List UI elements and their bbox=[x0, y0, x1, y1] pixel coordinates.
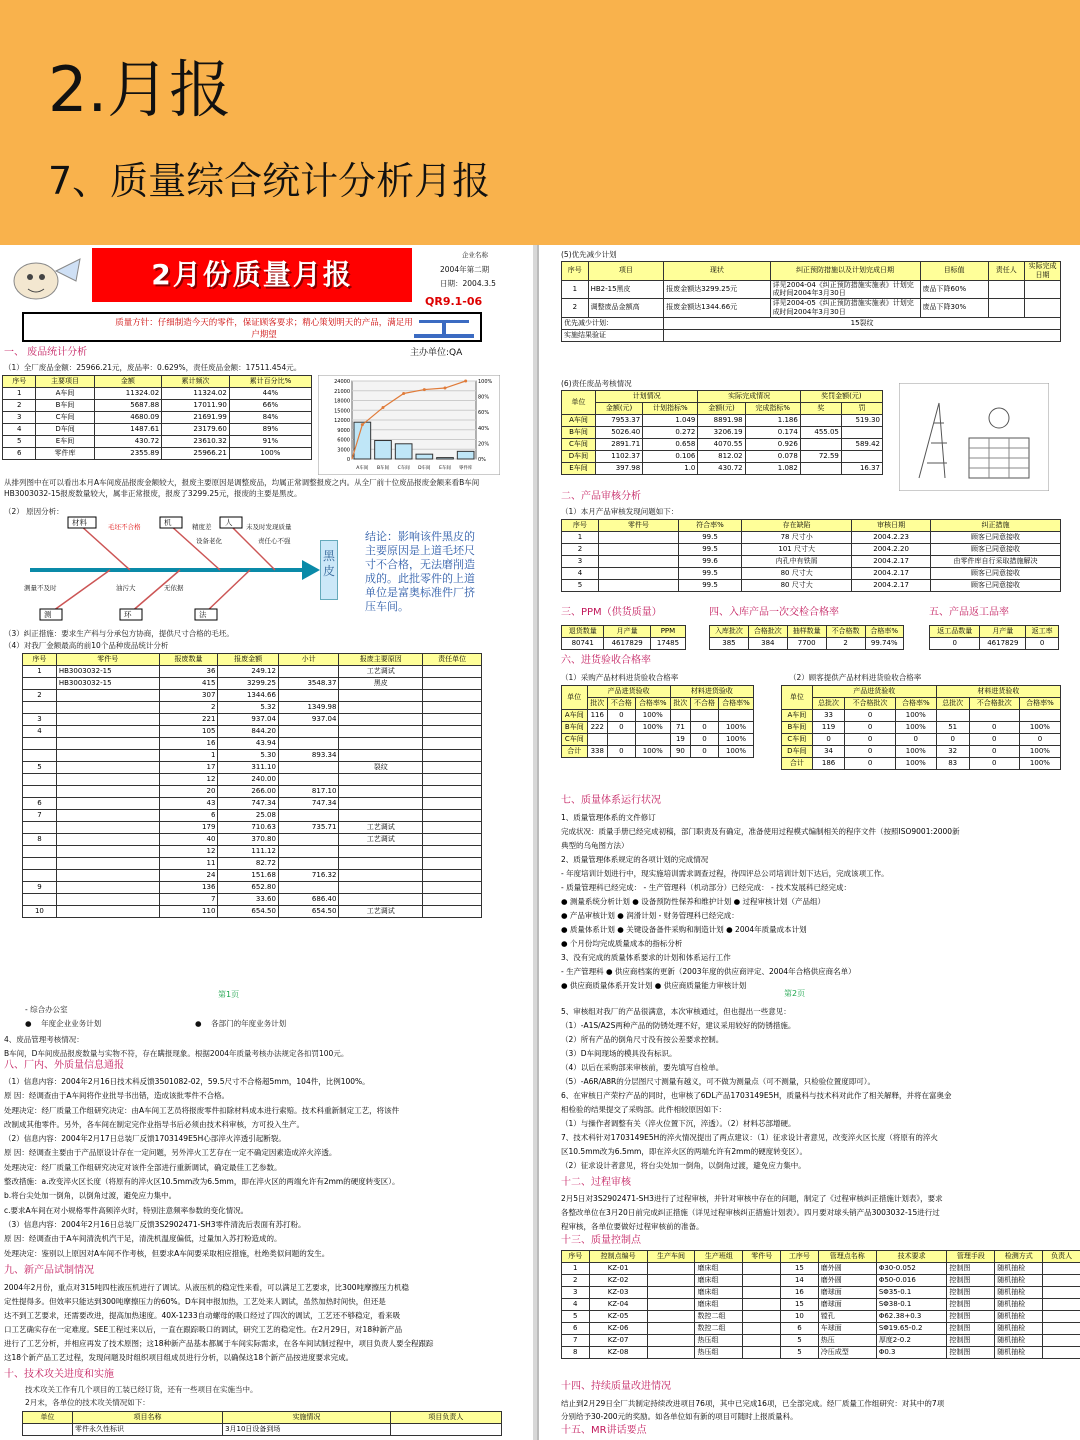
section-12-heading: 十二、过程审核 bbox=[561, 1177, 631, 1188]
text-line: 原 因：经调查主要由于产品原设计存在一定问题，另外淬火工艺存在一定不确定因素造成淬火淬透。 bbox=[4, 1148, 337, 1158]
table-row: 1 HB2-15黑皮 报废金额达3299.25元 详见2004-04《纠正预防措施实施表》计划完成时间2004年3月30日 废品下降60% bbox=[562, 280, 1061, 299]
table-row: E车间 397.98 1.0 430.72 1.082 16.37 bbox=[562, 463, 883, 475]
th-cum-pct: 累计百分比% bbox=[229, 376, 311, 388]
y-tick-label: 9000 bbox=[337, 427, 350, 434]
section-8-heading: 八、厂内、外质量信息通报 bbox=[4, 1060, 124, 1071]
text-line: c.要求A车间在对小规格零件高频淬火时，特别注意频率参数的变化情况。 bbox=[4, 1205, 249, 1215]
text-line: （1）信息内容：2004年2月16日技术科反馈3501082-02，59.5尺寸不合格超5mm，104件，比例100%。 bbox=[4, 1077, 370, 1086]
section-subtitle: 7、质量综合统计分析月报 bbox=[48, 159, 491, 203]
new-product-text bbox=[4, 1281, 529, 1365]
y2-tick-label: 0% bbox=[478, 457, 486, 463]
text-line: 原 因：经调查由于A车间将作业批导书出错，造成该批零件不合格。 bbox=[4, 1091, 230, 1101]
table-row: B车间 119 0 100% 51 0 100% bbox=[782, 722, 1061, 734]
incoming-table-2: 单位 产品进货验收 材料进货验收 总批次 不合格批次 合格率% 总批次 不合格批次 合格率% A车间 33 0 100% B车间 119 0 100% 51 0 100% C车间 0 0 0 0 0 0 D车间 34 0 100% 32 0 100% 合计 186 0 100% 83 0 100% bbox=[781, 685, 1061, 770]
table-row: D车间 1102.37 0.106 812.02 0.078 72.59 bbox=[562, 451, 883, 463]
scrap-assessment-heading: 4、废品管理考核情况： bbox=[4, 1035, 84, 1044]
cartoon-illustration bbox=[899, 383, 1049, 491]
fish-sub-8: 无依据 bbox=[164, 584, 184, 592]
text-line: （3）D车间现场的模具没有标识。 bbox=[561, 1049, 677, 1058]
report-page-2 bbox=[537, 245, 1080, 1440]
table-row: 2 307 1344.66 bbox=[23, 690, 482, 702]
table-row: 5 17 311.10 裂纹 bbox=[23, 762, 482, 774]
table-row: 179 710.63 735.71 工艺调试 bbox=[23, 822, 482, 834]
fish-sub-3: 设备老化 bbox=[196, 537, 222, 545]
table-row: 2 B车间 5687.88 17011.90 66% bbox=[3, 400, 312, 412]
table-row: 零件永久性标识 3月10日设备到场 bbox=[23, 1424, 502, 1436]
text-line: 程审核，各单位要做好过程审核前的准备。 bbox=[561, 1222, 704, 1231]
text-line: 2、质量管理体系规定的各项计划的完成情况 bbox=[561, 855, 709, 864]
y-tick-label: 18000 bbox=[334, 398, 350, 405]
text-line: （5）-A6R/A8R的分层图尺寸测量有越义，可不做为测量点（可不测量，只检验位置度即可）。 bbox=[561, 1077, 875, 1086]
fish-sub-6: 测量不及时 bbox=[24, 584, 57, 592]
y-tick-label: 0 bbox=[346, 457, 350, 463]
table-row: 8 40 370.80 工艺调试 bbox=[23, 834, 482, 846]
table-row: 3 C车间 4680.09 21691.99 84% bbox=[3, 412, 312, 424]
incoming-2-heading: （2）顾客提供产品材料进货验收合格率 bbox=[789, 673, 922, 682]
table-row: 6 零件库 2355.89 25966.21 100% bbox=[3, 448, 312, 460]
text-line: （2）征求设计者意见，将台尖处加一倒角，以倒角过渡，避免应力集中。 bbox=[561, 1161, 806, 1170]
cumulative-point bbox=[402, 392, 405, 395]
report-page-1 bbox=[0, 245, 533, 1440]
doc-code: QR9.1-06 bbox=[425, 295, 483, 308]
page-number-1: 第1页 bbox=[218, 990, 240, 999]
cumulative-point bbox=[382, 406, 385, 409]
table-row: 6 43 747.34 747.34 bbox=[23, 798, 482, 810]
scrap-summary: （1）全厂废品金额：25966.21元，废品率：0.629%，责任废品金额：17511.454元。 bbox=[4, 363, 302, 372]
table-row: 2 调整废品金额高 报废金额达1344.66元 详见2004-05《纠正预防措施实施表》计划完成时间2004年3月30日 废品下降30% bbox=[562, 299, 1061, 318]
text-line: 相检验的结果提交了采购部。此件相较原因如下： bbox=[561, 1105, 726, 1114]
text-line: 原 因：经调查由于A车间清洗机汽干足，清洗机温度偏低，过量加入苏打粉造成的。 bbox=[4, 1234, 282, 1244]
table-row: 4 99.5 80 尺寸大 2004.2.17 顾客已同意接收 bbox=[562, 568, 1061, 580]
top10-table bbox=[22, 653, 482, 918]
text-line: b.将台尖处加一倒角，以倒角过渡，避免应力集中。 bbox=[4, 1191, 177, 1201]
th-qty: 报废数量 bbox=[159, 654, 218, 666]
text-line: 3、没有完成的质量体系要求的计划和体系运行工作 bbox=[561, 953, 731, 962]
text-line: 处理决定：鉴别以上原因对A车间不作考核，但要求A车间要采取相应措施，杜绝类似问题的发生。 bbox=[4, 1248, 330, 1258]
text-line: 整改措施：a.改变淬火区长度（将原有的淬火区10.5mm改为6.5mm，即在淬火区的两端允许有2mm的硬度转变区）。 bbox=[4, 1177, 400, 1187]
text-line: 各整改单位在3月20日前完成纠正措施（详见过程审核纠正措施计划表）。四月要对球头销产品3003032-15进行过 bbox=[561, 1208, 940, 1217]
cause-analysis-label: （2） 原因分析： bbox=[4, 507, 64, 516]
table-row: 1 A车间 11324.02 11324.02 44% bbox=[3, 388, 312, 400]
text-line: （4）以后在采购部来审核前，要先填写自检单。 bbox=[561, 1063, 724, 1072]
y2-tick-label: 60% bbox=[478, 410, 490, 417]
y2-tick-label: 100% bbox=[478, 379, 493, 385]
table-row: 80741 4617829 17485 bbox=[562, 638, 686, 650]
table-row: D车间 34 0 100% 32 0 100% bbox=[782, 746, 1061, 758]
office-heading: - 综合办公室 bbox=[25, 1005, 68, 1014]
th-seq: 序号 bbox=[23, 654, 57, 666]
cumulative-point bbox=[464, 380, 467, 383]
text-line: 1、质量管理体系的文件修订 bbox=[561, 813, 656, 822]
bar bbox=[437, 458, 454, 459]
table-row: A车间 116 0 100% bbox=[562, 710, 754, 722]
table-row: 4 KZ-04 磨床组 15 磨球面 SΦ38-0.1 控制图 随机抽检 bbox=[562, 1299, 1080, 1311]
scrap-table bbox=[2, 375, 312, 460]
fish-sub-7: 油污大 bbox=[116, 584, 136, 592]
x-tick-label: D车间 bbox=[418, 466, 431, 471]
table-row: 11 82.72 bbox=[23, 858, 482, 870]
section-6-heading: 六、进货验收合格率 bbox=[561, 655, 651, 666]
section-4-heading: 四、入库产品一次交检合格率 bbox=[709, 607, 839, 618]
table-row: 6 KZ-06 数控二组 6 车球面 SΦ19.65-0.2 控制图 随机抽检 bbox=[562, 1323, 1080, 1335]
table-row: 4 105 844.20 bbox=[23, 726, 482, 738]
pareto-chart bbox=[318, 375, 500, 475]
table-row: A车间 33 0 100% bbox=[782, 710, 1061, 722]
section-1-heading: 一、 废品统计分析 bbox=[4, 347, 88, 358]
fish-sub-2: 精度差 bbox=[192, 523, 212, 531]
text-line: 2月5日对3S2902471-SH3进行了过程审核，并针对审核中存在的问题，制定了《过程审核纠正措施计划表》，要求 bbox=[561, 1194, 943, 1203]
text-line: ● 产品审核计划 ● 润滑计划 - 财务管理科已经完成： bbox=[561, 911, 739, 920]
text-line: （3）信息内容：2004年2月16日总装厂反馈3S2902471-SH3零件清洗后表面有苏打粉。 bbox=[4, 1219, 306, 1229]
table-row: 3 KZ-03 磨床组 16 磨球面 SΦ35-0.1 控制图 随机抽检 bbox=[562, 1287, 1080, 1299]
tech-text-2: 2月末，各单位的技术攻关情况如下： bbox=[25, 1398, 150, 1407]
quality-policy-box bbox=[22, 312, 482, 342]
table-row: 20 266.00 817.10 bbox=[23, 786, 482, 798]
table-row: 385 384 7700 2 99.74% bbox=[710, 638, 904, 650]
fish-branch-env: 环 bbox=[124, 610, 132, 619]
control-point-table: 序号 控制点编号 生产车间 生产班组 零件号 工序号 管理点名称 技术要求 管理手段 检测方式 负责人 1 KZ-01 磨床组 15 磨外圆 Φ30-0.052 控制图 随机抽检 2 KZ-02 磨床组 14 磨外圆 Φ50-0.016 控制图 随机抽检 3 KZ-03 磨床组 16 磨球面 SΦ35-0.1 控制图 随机抽检 4 KZ-04 磨床组 15 磨球面 SΦ38-0.1 控制图 随机抽检 5 KZ-05 数控二组 10 镗孔 Φ62.38+0.3 控制图 随机抽检 6 KZ-06 数控二组 6 车球面 SΦ19.65-0.2 控制图 随机抽检 7 KZ-07 热压组 5 热压 厚度2-0.2 控制图 随机抽检 8 KZ-08 热压组 5 冷压成型 Φ0.3 控制图 随机抽检 bbox=[561, 1250, 1080, 1359]
report-title: 2月份质量月报 bbox=[92, 248, 412, 302]
table-row: C车间 2891.71 0.658 4070.55 0.926 589.42 bbox=[562, 439, 883, 451]
table-row: C车间 0 0 0 0 0 0 bbox=[782, 734, 1061, 746]
y-tick-label: 3000 bbox=[337, 447, 350, 454]
section-2-heading: 二、产品审核分析 bbox=[561, 491, 641, 502]
section-13-heading: 十三、质量控制点 bbox=[561, 1235, 641, 1246]
pareto-analysis: 从排列图中在可以看出本月A车间废品报废金额较大，报废主要原因是调整废品，均属正常调整报废之内。从全厂前十位废品报废金额来看B车间HB3003032-15报废数量较大，属非正常报废，报废了3299.25元，报废的主要是黑皮。 bbox=[4, 478, 480, 498]
table-row: 7 6 25.08 bbox=[23, 810, 482, 822]
table-row: 10 110 654.50 654.50 工艺调试 bbox=[23, 906, 482, 918]
tech-text-1: 技术攻关工作有几个项目的工装已经订货，还有一些项目在实施当中。 bbox=[25, 1385, 258, 1394]
table-row: C车间 19 0 100% bbox=[562, 734, 754, 746]
bar bbox=[395, 444, 412, 459]
x-tick-label: A车间 bbox=[356, 466, 369, 471]
fish-head: 黑皮 bbox=[323, 549, 336, 578]
qms-status-text bbox=[561, 811, 1080, 993]
text-line: ● 供应商质量体系开发计划 ● 供应商质量能力审核计划 bbox=[561, 981, 747, 990]
fish-sub-1: 毛坯不合格 bbox=[108, 523, 141, 531]
text-line: 典型的乌龟图方法） bbox=[561, 841, 629, 850]
table-row: 2 5.32 1349.98 bbox=[23, 702, 482, 714]
fish-branch-measure: 测 bbox=[44, 610, 52, 619]
section-14-heading: 十四、持续质量改进情况 bbox=[561, 1381, 671, 1392]
mascot-image bbox=[6, 251, 86, 305]
company-label: 企业名称 bbox=[462, 251, 488, 259]
bar bbox=[375, 441, 392, 459]
audit-line: （1）本月产品审核发现问题如下： bbox=[561, 507, 679, 516]
text-line: 达不到工艺要求，还需要改进，提高加热速度。40X-1233自动螺母的吸口经过了四次的调试，工艺还不够稳定，看来吸 bbox=[4, 1311, 401, 1320]
assessment-table: 单位 计划情况 实际完成情况 奖罚金额(元) 金额(元) 计划指标% 金额(元) 完成指标% 奖 罚 A车间 7953.37 1.049 8891.98 1.186 519.30 B车间 5026.40 0.272 3206.19 0.174 455.05 C车间 2891.71 0.658 4070.55 0.926 589.42 D车间 1102.37 0.106 812.02 0.078 72.59 E车间 397.98 1.0 430.72 1.082 16.37 bbox=[561, 390, 883, 475]
section-15-heading: 十五、MR讲话要点 bbox=[561, 1425, 647, 1436]
fish-branch-material: 材料 bbox=[72, 518, 87, 527]
table-row: HB3003032-15 415 3299.25 3548.37 黑皮 bbox=[23, 678, 482, 690]
cumulative-point bbox=[361, 423, 364, 426]
quality-policy: 质量方针：仔细制造今天的零件，保证顾客要求；精心策划明天的产品，满足用户期望 bbox=[115, 318, 413, 340]
page-number-2: 第2页 bbox=[784, 989, 806, 998]
incoming-table-1: 单位 产品进货验收 材料进货验收 批次 不合格 合格率% 批次 不合格 合格率% A车间 116 0 100% B车间 222 0 100% 71 0 100% C车间 19 0 100% 合计 338 0 100% 90 0 100% bbox=[561, 685, 754, 758]
text-line: 区10.5mm改为6.5mm，即在淬火区的两端允许有2mm的硬度转变区）。 bbox=[561, 1147, 807, 1156]
y2-tick-label: 20% bbox=[478, 441, 490, 448]
fish-sub-4: 未及时发现质量 bbox=[246, 523, 292, 531]
table-row: 5 E车间 430.72 23610.32 91% bbox=[3, 436, 312, 448]
incoming-1-heading: （1）采购产品材料进货验收合格率 bbox=[561, 673, 679, 682]
fish-sub-5: 责任心不强 bbox=[258, 537, 291, 545]
priority-table: 序号 项目 现状 纠正预防措施以及计划完成日期 目标值 责任人 实际完成日期 1 HB2-15黑皮 报废金额达3299.25元 详见2004-04《纠正预防措施实施表》计划完成时间2004年3月30日 废品下降60% 2 调整废品金额高 报废金额达1344.66元 详见2004-05《纠正预防措施实施表》计划完成时间2004年3月30日 废品下降30% 优先减少计划： 15裂纹 实施结果验证 bbox=[561, 261, 1061, 342]
mascot-icon bbox=[6, 251, 86, 305]
fish-branch-man: 人 bbox=[225, 518, 233, 527]
info-list bbox=[4, 1075, 529, 1261]
fish-branch-machine: 机 bbox=[164, 518, 172, 527]
section-5-heading: 五、产品返工品率 bbox=[929, 607, 1009, 618]
table-row: 9 136 652.80 bbox=[23, 882, 482, 894]
text-line: 5、审核组对我厂的产品很满意，本次审核通过，但也提出一些意见： bbox=[561, 1007, 791, 1016]
text-line: 7、技术科针对1703149E5H的淬火情况提出了两点建议：（1）征求设计者意见，改变淬火区长度（将原有的淬火 bbox=[561, 1133, 938, 1142]
text-line: 定性提得多。但效率只能达到300吨摩擦压力的60%。D车间申报加热，工艺处来人调试，虽然加热时间快，但还是 bbox=[4, 1297, 386, 1306]
text-line: 6、在审核日产荣柠产品的同时，也审核了6DL产品1703149E5H，质量科与技术科对此作了相关解释，并将在富奥金 bbox=[561, 1091, 952, 1100]
continuous-improvement-text bbox=[561, 1397, 1080, 1423]
table-row: 24 151.68 716.32 bbox=[23, 870, 482, 882]
table-row: 1 HB3003032-15 36 249.12 工艺调试 bbox=[23, 666, 482, 678]
section-9-heading: 九、新产品试制情况 bbox=[4, 1265, 94, 1276]
text-line: 这18个新产品工艺过程，发现问题及时组织项目组成员进行分析，以确保这18个新产品按进度要求完成。 bbox=[4, 1353, 354, 1362]
header-banner bbox=[0, 0, 1080, 245]
x-tick-label: 零件库 bbox=[458, 466, 473, 471]
table-row: 16 43.94 bbox=[23, 738, 482, 750]
text-line: 进行了工艺分析，并相应再发了技术原图；这18种新产品基本都属于车间实际需求，在各车间试制过程中，项目负责人要全程跟踪 bbox=[4, 1339, 434, 1348]
text-line: 分别给予30-200元的奖励。如各单位如有新的项目可随时上报质量科。 bbox=[561, 1412, 798, 1421]
table-row: 7 KZ-07 热压组 5 热压 厚度2-0.2 控制图 随机抽检 bbox=[562, 1335, 1080, 1347]
fish-head-box bbox=[320, 540, 338, 600]
table-row: 12 111.12 bbox=[23, 846, 482, 858]
table-row: 3 99.6 内孔中有铁屑 2004.2.17 由零件库自行采取措施解决 bbox=[562, 556, 1061, 568]
text-line: 处理决定：经厂质量工作组研究决定：由A车间工艺员将报废零件扣除材料成本进行索赔。技术科重新制定工艺，将该件 bbox=[4, 1105, 400, 1115]
text-line: ● 个月份均完成质量成本的指标分析 bbox=[561, 939, 683, 948]
table-row: 0 4617829 0 bbox=[930, 638, 1059, 650]
rework-table: 返工品数量 月产量 返工率 0 4617829 0 bbox=[929, 625, 1059, 650]
text-line: 2004年2月份，重点对315吨四柱液压机进行了调试。从液压机的稳定性来看，可以满足工艺要求，比300吨摩擦压力机稳 bbox=[4, 1283, 409, 1292]
text-line: - 年度培训计划进行中，现实施培训需求调查过程，待四评总公司培训计划下达后，完成该项工作。 bbox=[561, 869, 889, 878]
text-line: ● 质量体系计划 ● 关键设备备件采购和制造计划 ● 2004年质量成本计划 bbox=[561, 925, 807, 934]
table-row: B车间 5026.40 0.272 3206.19 0.174 455.05 bbox=[562, 427, 883, 439]
y-tick-label: 6000 bbox=[337, 437, 350, 444]
assessment-heading: (6)责任废品考核情况 bbox=[561, 379, 632, 388]
text-line: ● 测量系统分析计划 ● 设备预防性保养和维护计划 ● 过程审核计划（产品组） bbox=[561, 897, 826, 906]
th-amount: 金额 bbox=[94, 376, 162, 388]
cumulative-point bbox=[423, 388, 426, 391]
priority-heading: (5)优先减少计划 bbox=[561, 250, 617, 259]
table-row: 2 99.5 101 尺寸大 2004.2.20 顾客已同意接收 bbox=[562, 544, 1061, 556]
text-line: 改制成其他零件。另外，各车间在制定完作业指导书后必须由技术科审核，方可投入生产。 bbox=[4, 1119, 304, 1129]
table-row: 5 99.5 80 尺寸大 2004.2.17 顾客已同意接收 bbox=[562, 580, 1061, 592]
host-unit: 主办单位:QA bbox=[410, 348, 463, 358]
conclusion-text: 结论：影响该件黑皮的主要原因是上道毛坯尺寸不合格，无法磨削造成的。此批零件的上道单位是富奥标准件厂挤压车间。 bbox=[365, 530, 475, 613]
process-audit-text bbox=[561, 1192, 1080, 1234]
scale-icon bbox=[409, 316, 479, 340]
office-item-1: ● 年度企业业务计划 bbox=[25, 1019, 102, 1028]
section-title: 2.月报 bbox=[48, 53, 232, 126]
y-tick-label: 21000 bbox=[334, 388, 350, 395]
table-row: 1 99.5 78 尺寸小 2004.2.23 顾客已同意接收 bbox=[562, 532, 1061, 544]
text-line: （2）所有产品的倒角尺寸没有按公差要求控制。 bbox=[561, 1035, 724, 1044]
th-seq: 序号 bbox=[3, 376, 36, 388]
th-subtotal: 小计 bbox=[278, 654, 339, 666]
fish-branch-method: 法 bbox=[199, 610, 207, 619]
th-cum: 累计频次 bbox=[162, 376, 230, 388]
section-7-heading: 七、质量体系运行状况 bbox=[561, 795, 661, 806]
corrective-measure: （3）纠正措施：要求生产科与分承包方协商，提供尺寸合格的毛坯。 bbox=[4, 629, 234, 638]
table-row: 优先减少计划： 15裂纹 bbox=[562, 317, 1061, 329]
report-date: 日期：2004.3.5 bbox=[440, 279, 496, 288]
th-unit: 责任单位 bbox=[423, 654, 482, 666]
x-tick-label: B车间 bbox=[376, 466, 390, 471]
th-part: 零件号 bbox=[56, 654, 159, 666]
table-row: A车间 7953.37 1.049 8891.98 1.186 519.30 bbox=[562, 415, 883, 427]
table-row: 实施结果验证 bbox=[562, 329, 1061, 341]
bar bbox=[457, 451, 474, 459]
y-tick-label: 12000 bbox=[334, 418, 350, 424]
table-row: 8 KZ-08 热压组 5 冷压成型 Φ0.3 控制图 随机抽检 bbox=[562, 1347, 1080, 1359]
table-row: B车间 222 0 100% 71 0 100% bbox=[562, 722, 754, 734]
th-item: 主要项目 bbox=[36, 376, 94, 388]
text-line: 处理决定：经厂质量工作组研究决定对该件全部进行重新调试，确定最佳工艺参数。 bbox=[4, 1162, 282, 1172]
th-reason: 报废主要原因 bbox=[339, 654, 423, 666]
inspection-table: 入库批次 合格批次 抽样数量 不合格数 合格率% 385 384 7700 2 99.74% bbox=[709, 625, 904, 650]
th-amount: 报废金额 bbox=[218, 654, 279, 666]
table-row: 4 D车间 1487.61 23179.60 89% bbox=[3, 424, 312, 436]
table-row: 合计 186 0 100% 83 0 100% bbox=[782, 758, 1061, 770]
text-line: 结止到2月29日全厂共制定持续改进项目76项，其中已完成16项，已全部完成。经厂质量工作组研究：对其中的7项 bbox=[561, 1399, 945, 1408]
issue-number: 2004年第二期 bbox=[440, 265, 490, 274]
review-text bbox=[561, 1005, 1080, 1173]
table-row: 2 KZ-02 磨床组 14 磨外圆 Φ50-0.016 控制图 随机抽检 bbox=[562, 1275, 1080, 1287]
text-line: （1）与操作者调整有关（淬火位置下沉，淬透）。（2）材料芯部增硬。 bbox=[561, 1119, 796, 1128]
x-tick-label: C车间 bbox=[397, 466, 410, 471]
table-row: 5 KZ-05 数控二组 10 镗孔 Φ62.38+0.3 控制图 随机抽检 bbox=[562, 1311, 1080, 1323]
tech-table: 单位 项目名称 实施情况 项目负责人 零件永久性标识 3月10日设备到场 bbox=[22, 1411, 502, 1436]
y2-tick-label: 40% bbox=[478, 425, 490, 432]
table-row: 合计 338 0 100% 90 0 100% bbox=[562, 746, 754, 758]
table-row: 7 33.60 686.40 bbox=[23, 894, 482, 906]
table-row: 1 KZ-01 磨床组 15 磨外圆 Φ30-0.052 控制图 随机抽检 bbox=[562, 1263, 1080, 1275]
top10-title: （4）对我厂金额最高的前10个品种废品统计分析 bbox=[4, 641, 169, 650]
text-line: - 生产管理科 ● 供应商档案的更新（2003年度的供应商评定、2004年合格供应商名单） bbox=[561, 967, 856, 976]
section-3-heading: 三、PPM（供货质量） bbox=[561, 607, 662, 618]
fishbone-diagram bbox=[20, 515, 320, 623]
scrap-assessment-text: B车间，D车间废品报废数量与实物不符，存在瞒报现象。根据2004年质量考核办法规定各扣罚100元。 bbox=[4, 1049, 349, 1058]
ppm-table: 退货数量 月产量 PPM 80741 4617829 17485 bbox=[561, 625, 686, 650]
table-row: 12 240.00 bbox=[23, 774, 482, 786]
audit-table: 序号 零件号 符合率% 存在缺陷 审核日期 纠正措施 1 99.5 78 尺寸小 2004.2.23 顾客已同意接收 2 99.5 101 尺寸大 2004.2.20 顾客已同意接收 3 99.6 内孔中有铁屑 2004.2.17 由零件库自行采取措施解决 4 99.5 80 尺寸大 2004.2.17 顾客已同意接收 5 99.5 80 尺寸大 2004.2.17 顾客已同意接收 bbox=[561, 519, 1061, 592]
text-line: 完成状况：质量手册已经完成初稿，部门职责及有确定，准备使用过程模式编制相关的程序文件（按照ISO9001:2000新 bbox=[561, 827, 960, 836]
bar bbox=[354, 422, 371, 459]
y-tick-label: 24000 bbox=[334, 379, 350, 385]
table-row: 1 5.30 893.34 bbox=[23, 750, 482, 762]
section-10-heading: 十、技术攻关进度和实施 bbox=[4, 1369, 114, 1380]
x-tick-label: E车间 bbox=[439, 466, 451, 471]
y2-tick-label: 80% bbox=[478, 394, 490, 401]
text-line: 口工艺确实存在一定难度。SEE工程过来以后，一直在跟踪吸口的调试，研究工艺的稳定性。在2月29日，对18种新产品 bbox=[4, 1325, 403, 1334]
bar bbox=[416, 454, 433, 459]
y-tick-label: 15000 bbox=[334, 408, 350, 415]
cumulative-point bbox=[444, 387, 447, 390]
table-row: 3 221 937.04 937.04 bbox=[23, 714, 482, 726]
text-line: （1）-A1S/A2S两种产品的防锈处理不好，建议采用较好的防锈措施。 bbox=[561, 1021, 796, 1030]
text-line: （2）信息内容：2004年2月17日总装厂反馈1703149E5H心部淬火淬透引起断裂。 bbox=[4, 1134, 286, 1144]
text-line: - 质量管理科已经完成： - 生产管理科（机动部分）已经完成： - 技术发展科已经完成： bbox=[561, 883, 852, 892]
office-item-2: ● 各部门的年度业务计划 bbox=[195, 1019, 287, 1028]
